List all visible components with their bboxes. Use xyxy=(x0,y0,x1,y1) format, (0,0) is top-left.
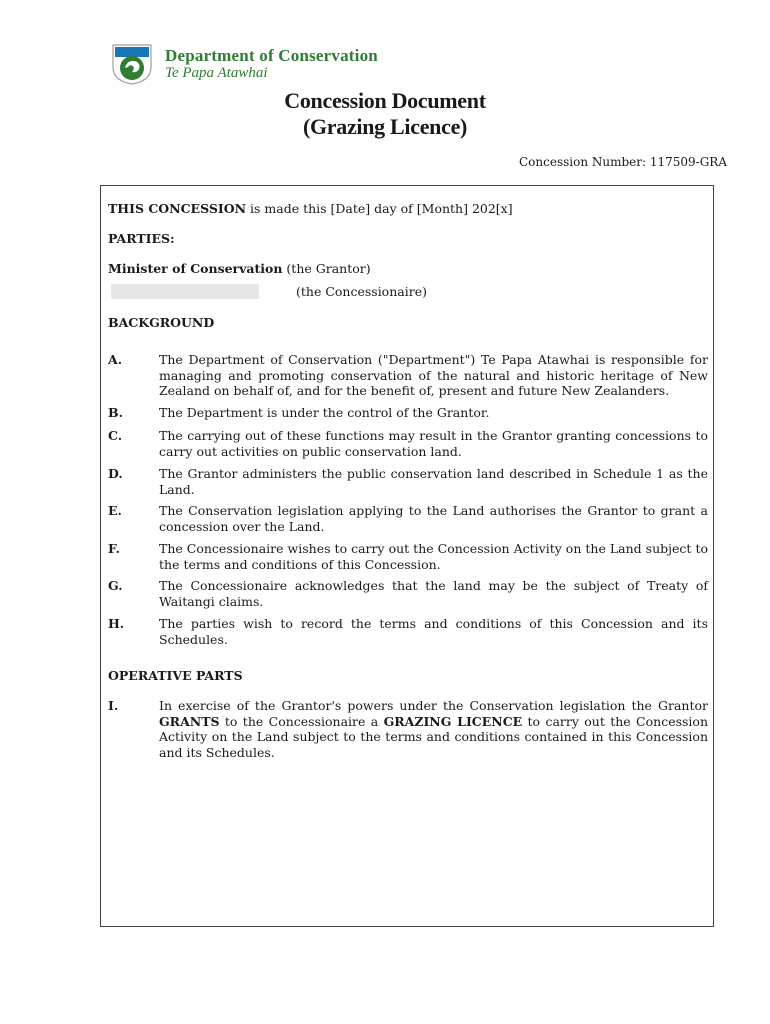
item-label: D. xyxy=(108,466,123,481)
operative-licence: GRAZING LICENCE xyxy=(383,713,523,729)
background-item-h: The parties wish to record the terms and conditions of this Concession and its Schedules. xyxy=(159,616,708,647)
item-label: C. xyxy=(108,428,123,443)
operative-text-3: to carry out the Concession Activity on the Land subject to the terms and conditions contained in this Concession and its Schedules. xyxy=(159,713,708,760)
operative-text-1: In exercise of the Grantor's powers under the Conservation legislation the Grantor xyxy=(159,698,708,713)
operative-grants: GRANTS xyxy=(159,713,220,729)
document-title xyxy=(0,88,770,140)
background-heading: BACKGROUND xyxy=(108,315,215,330)
grantor-name: Minister of Conservation xyxy=(108,261,283,276)
operative-heading: OPERATIVE PARTS xyxy=(108,668,243,683)
background-item-a: The Department of Conservation ("Department") Te Papa Atawhai is responsible for managing and promoting conservation of the natural and historic heritage of New Zealand on behalf of, and for the benefit of, present and future New Zealanders. xyxy=(159,352,708,398)
grantor-line xyxy=(108,261,371,277)
operative-text-2: to the Concessionaire a xyxy=(219,713,384,729)
concessionaire-role: (the Concessionaire) xyxy=(296,284,427,299)
item-label: I. xyxy=(108,698,119,713)
org-subname: Te Papa Atawhai xyxy=(165,65,268,81)
title-line-1: Concession Document xyxy=(284,88,486,113)
grantor-role: (the Grantor) xyxy=(282,261,371,276)
title-line-2: (Grazing Licence) xyxy=(302,114,468,139)
operative-item-i xyxy=(159,698,708,760)
organisation-name xyxy=(165,47,378,82)
background-item-e: The Conservation legislation applying to the Land authorises the Grantor to grant a concession over the Land. xyxy=(159,503,708,534)
background-item-d: The Grantor administers the public conservation land described in Schedule 1 as the Land. xyxy=(159,466,708,497)
concession-intro xyxy=(108,201,513,217)
item-label: B. xyxy=(108,405,123,420)
background-item-c: The carrying out of these functions may result in the Grantor granting concessions to carry out activities on public conservation land. xyxy=(159,428,708,459)
item-label: E. xyxy=(108,503,122,518)
doc-logo-icon xyxy=(111,43,153,85)
background-item-b: The Department is under the control of the Grantor. xyxy=(159,405,490,420)
redacted-concessionaire-name xyxy=(111,284,259,299)
org-name: Department of Conservation xyxy=(165,46,378,65)
intro-rest: is made this [Date] day of [Month] 202[x] xyxy=(246,201,513,216)
intro-lead: THIS CONCESSION xyxy=(108,201,247,216)
concession-number: Concession Number: 117509-GRA xyxy=(518,155,727,169)
item-label: G. xyxy=(108,578,123,593)
parties-heading: PARTIES: xyxy=(108,231,175,246)
item-label: F. xyxy=(108,541,120,556)
background-item-f: The Concessionaire wishes to carry out the Concession Activity on the Land subject to the terms and conditions of this Concession. xyxy=(159,541,708,572)
item-label: A. xyxy=(108,352,123,367)
background-item-g: The Concessionaire acknowledges that the land may be the subject of Treaty of Waitangi claims. xyxy=(159,578,708,609)
item-label: H. xyxy=(108,616,125,631)
